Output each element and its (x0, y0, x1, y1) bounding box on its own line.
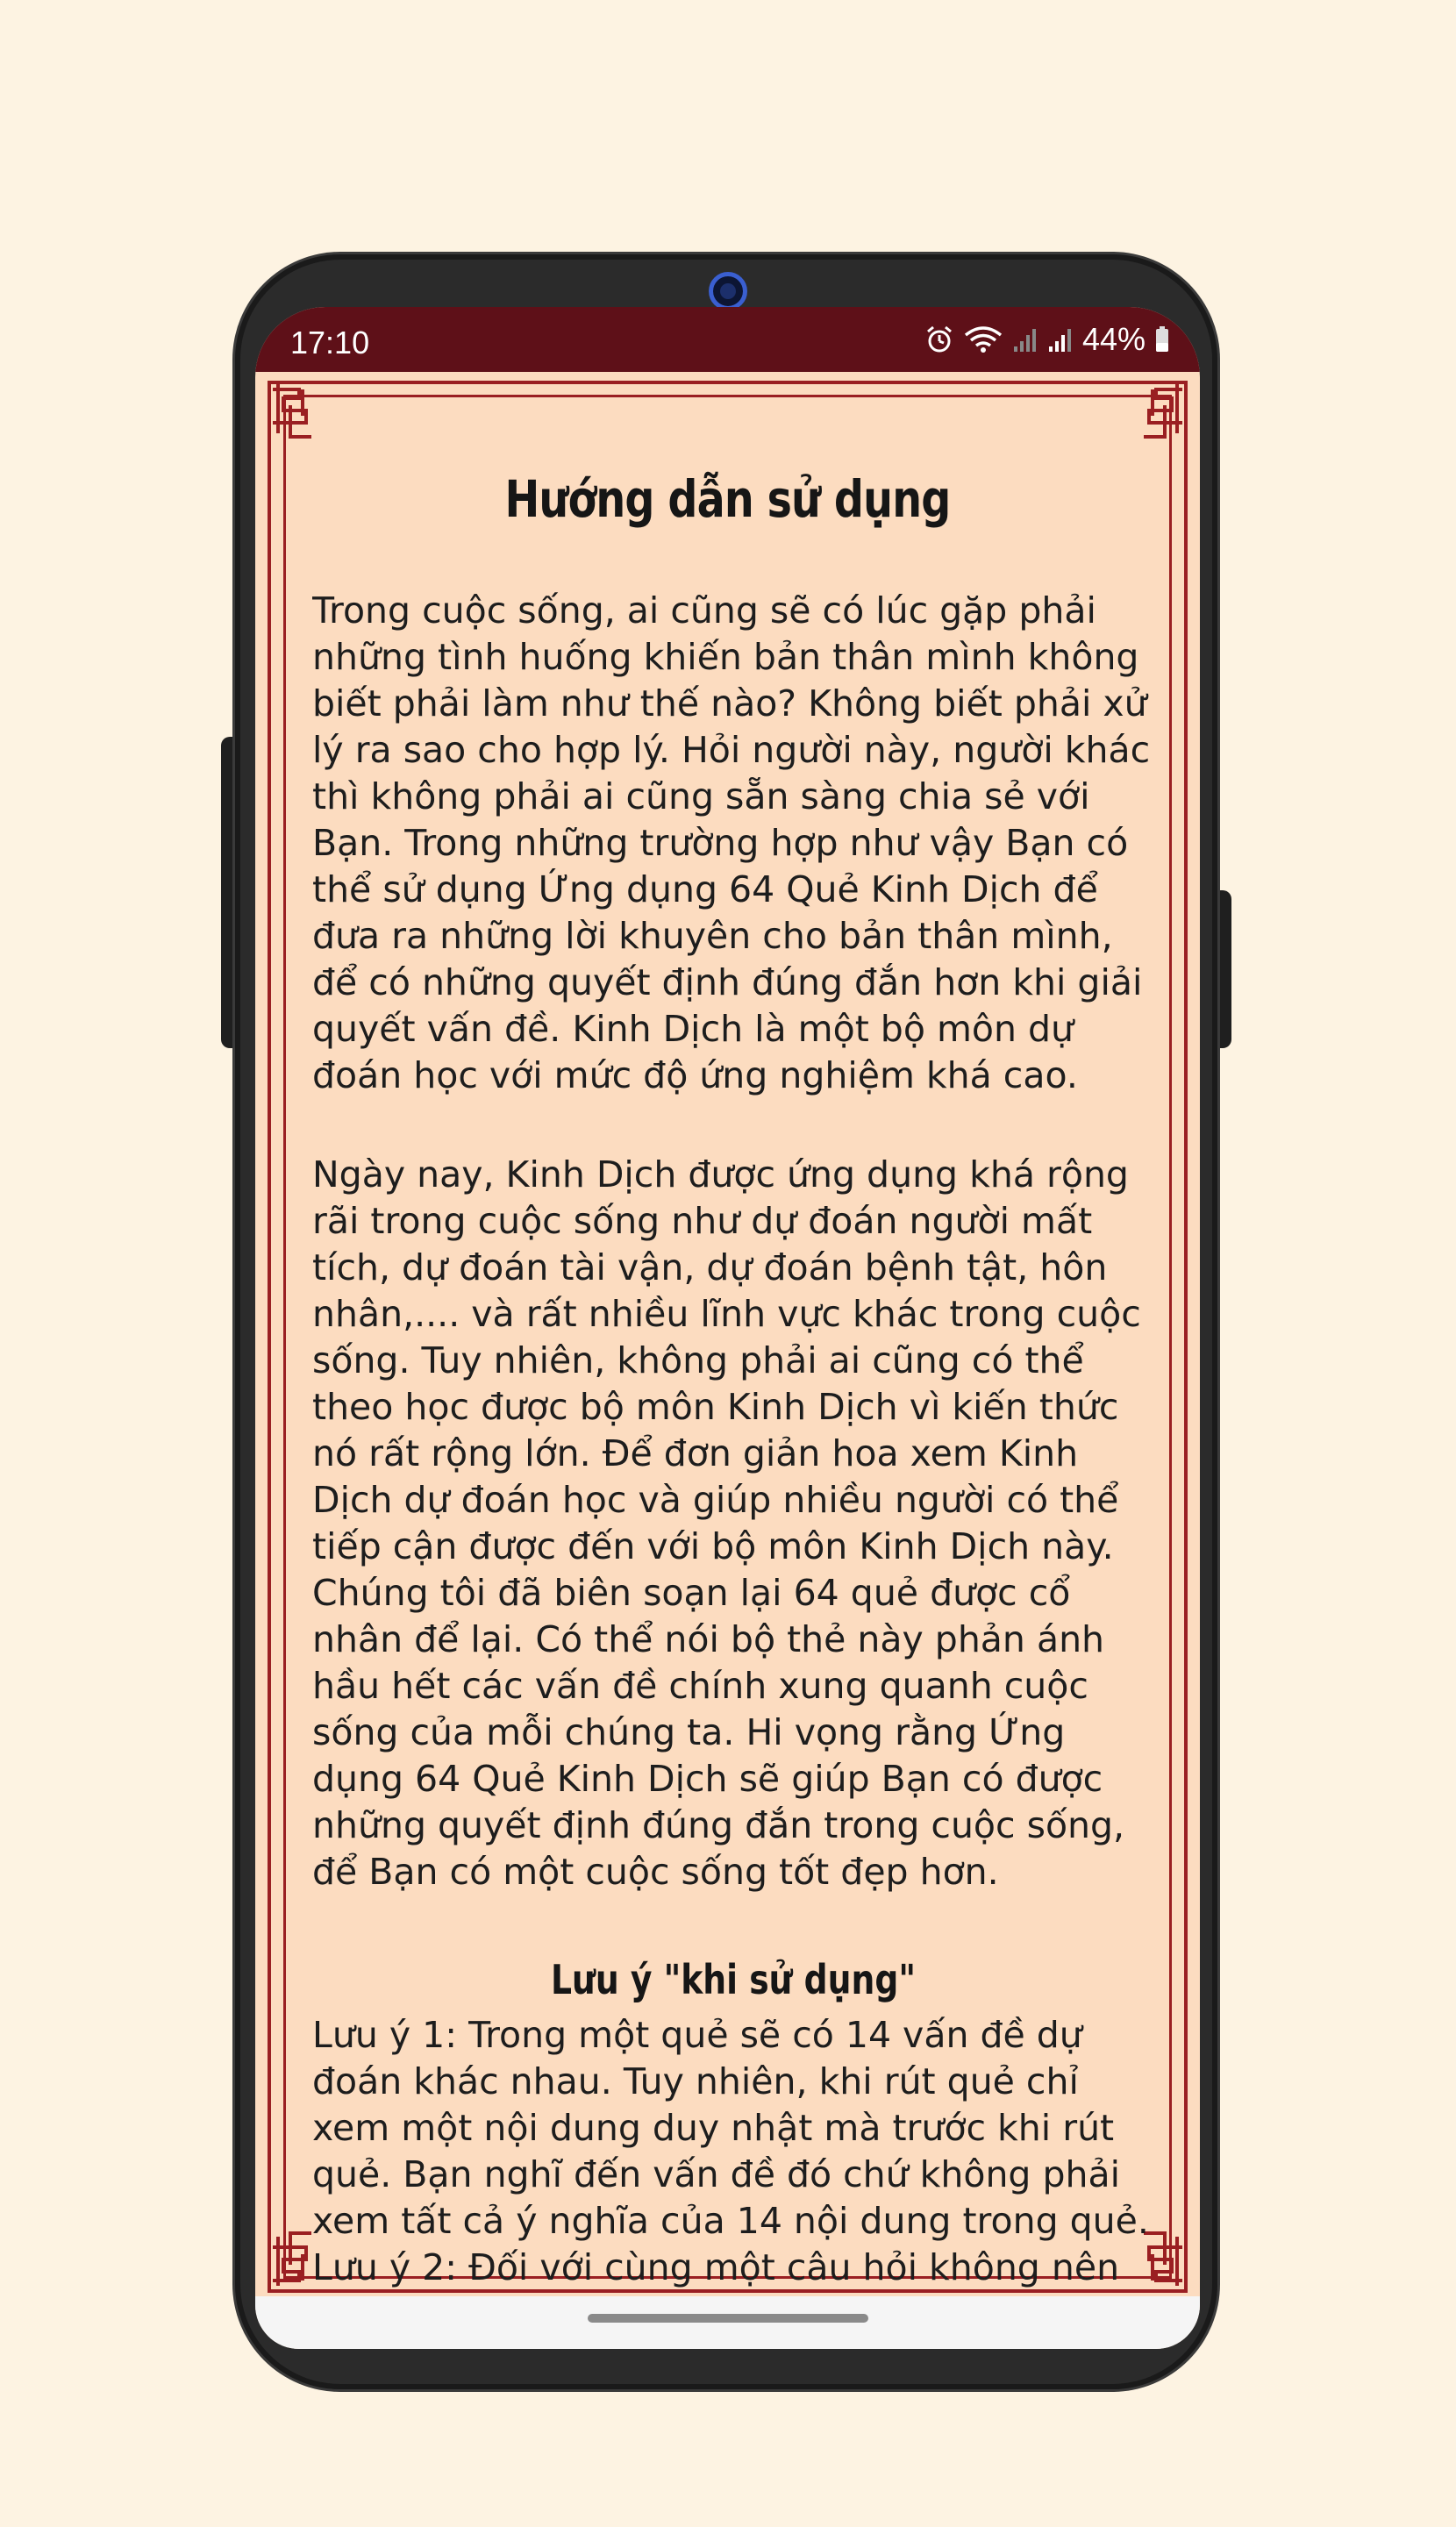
alarm-icon (924, 325, 954, 354)
guide-paragraph-1: Trong cuộc sống, ai cũng sẽ có lúc gặp phải những tình huống khiến bản thân mình không biết phải làm như thế nào? Không biết phải xử lý ra sao cho hợp lý. Hỏi người này, người khác thì không phải ai cũng sẵn sàng chia sẻ với Bạn. Trong những trường hợp như vậy Bạn có thể sử dụng Ứng dụng 64 Quẻ Kinh Dịch để đưa ra những lời khuyên cho bản thân mình, để có những quyết định đúng đắn hơn khi giải quyết vấn đề. Kinh Dịch là một bộ môn dự đoán học với mức độ ứng nghiệm khá cao. (312, 589, 1151, 1096)
corner-ornament-icon (1135, 381, 1188, 451)
signal-icon-2 (1047, 325, 1074, 353)
home-indicator[interactable] (588, 2314, 868, 2323)
battery-icon (1154, 325, 1170, 353)
guide-paragraph-2: Ngày nay, Kinh Dịch được ứng dụng khá rộng rãi trong cuộc sống như dự đoán người mất tích, dự đoán tài vận, dự đoán bệnh tật, hôn nhân,.... và rất nhiều lĩnh vực khác trong cuộc sống. Tuy nhiên, không phải ai cũng có thể theo học được bộ môn Kinh Dịch vì kiến thức nó rất rộng lớn. Để đơn giản hoa xem Kinh Dịch dự đoán học và giúp nhiều người có thể tiếp cận được đến với bộ môn Kinh Dịch này. Chúng tôi đã biên soạn lại 64 quẻ được cổ nhân để lại. Có thể nói bộ thẻ này phản ánh hầu hết các vấn đề chính xung quanh cuộc sống của mỗi chúng ta. Hi vọng rằng Ứng dụng 64 Quẻ Kinh Dịch sẽ giúp Bạn có được những quyết định đúng đắn trong cuộc sống, để Bạn có một cuộc sống tốt đẹp hơn. (312, 1153, 1141, 1893)
guide-content[interactable] (312, 588, 1154, 2298)
battery-percent: 44% (1081, 321, 1146, 357)
phone-screen (255, 307, 1200, 2349)
status-time: 17:10 (290, 325, 370, 360)
navigation-bar (255, 2296, 1200, 2349)
front-camera-icon (709, 272, 747, 311)
wifi-icon (963, 325, 1003, 354)
status-bar (255, 307, 1200, 372)
notes-title: Lưu ý "khi sử dụng" (550, 1956, 917, 2003)
corner-ornament-icon (268, 381, 320, 451)
note-1: Lưu ý 1: Trong một quẻ sẽ có 14 vấn đề dự đoán khác nhau. Tuy nhiên, khi rút quẻ chỉ xem một nội dung duy nhật mà trước khi rút quẻ. Bạn nghĩ đến vấn đề đó chứ không phải xem tất cả ý nghĩa của 14 nội dung trong quẻ. (312, 2014, 1149, 2242)
page-title: Hướng dẫn sử dụng (504, 469, 951, 529)
status-icons (924, 321, 1170, 358)
note-2: Lưu ý 2: Đối với cùng một câu hỏi không nên (312, 2246, 1120, 2288)
signal-icon-1 (1012, 325, 1038, 353)
